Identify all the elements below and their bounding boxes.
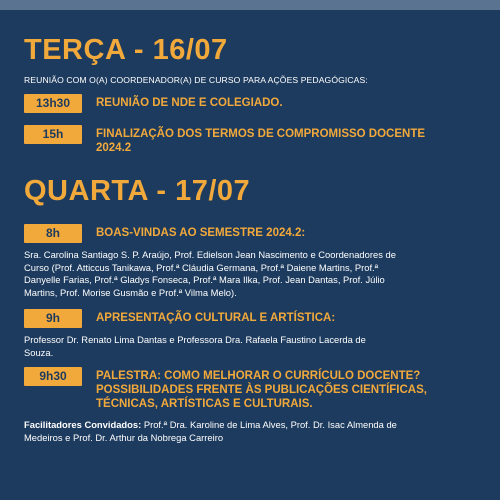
event-wednesday-2 [24, 309, 486, 328]
facilitators-names: Prof.ª Dra. Karoline de Lima Alves, Prof. Dr. Isac Almenda de Medeiros e Prof. Dr. Arthur da Nobrega Carreiro [24, 419, 397, 443]
event-facilitators [24, 419, 424, 444]
time-badge: 9h [24, 309, 82, 328]
time-badge: 15h [24, 125, 82, 144]
event-title: PALESTRA: COMO MELHORAR O CURRÍCULO DOCENTE? POSSIBILIDADES FRENTE ÀS PUBLICAÇÕES CIENTÍFICAS, TÉCNICAS, ARTÍSTICAS E CULTURAIS. [96, 370, 427, 410]
time-badge: 9h30 [24, 367, 82, 386]
event-description: Professor Dr. Renato Lima Dantas e Professora Dra. Rafaela Faustino Lacerda de Souza. [24, 334, 366, 358]
tuesday-intro: REUNIÃO COM O(A) COORDENADOR(A) DE CURSO PARA AÇÕES PEDAGÓGICAS: [24, 75, 368, 85]
facilitators-label: Facilitadores Convidados: [24, 419, 142, 430]
schedule [24, 36, 486, 444]
event-wednesday-3 [24, 367, 486, 411]
event-tuesday-2 [24, 125, 486, 155]
tuesday-title: TERÇA - 16/07 [24, 34, 228, 66]
event-wednesday-1 [24, 224, 486, 243]
event-title: BOAS-VINDAS AO SEMESTRE 2024.2: [96, 227, 306, 239]
top-bar [0, 0, 500, 10]
event-title: APRESENTAÇÃO CULTURAL E ARTÍSTICA: [96, 312, 336, 324]
wednesday-title: QUARTA - 17/07 [24, 175, 251, 207]
event-description: Sra. Carolina Santiago S. P. Araújo, Prof. Edielson Jean Nascimento e Coordenadores de Curso (Prof. Atticcus Tanikawa, Prof.ª Cláudia Germana, Prof.ª Daiene Martins, Prof.ª Danyelle Farias, Prof.ª Gladys Fonseca, Prof.ª Mara Ilka, Prof. Jean Dantas, Prof. Júlio Martins, Prof. Morise Gusmão e Prof.ª Vilma Melo). [24, 249, 396, 298]
event-tuesday-1 [24, 94, 486, 113]
time-badge: 13h30 [24, 94, 82, 113]
time-badge: 8h [24, 224, 82, 243]
event-title: FINALIZAÇÃO DOS TERMOS DE COMPROMISSO DOCENTE 2024.2 [96, 128, 426, 154]
event-title: REUNIÃO DE NDE E COLEGIADO. [96, 97, 283, 109]
